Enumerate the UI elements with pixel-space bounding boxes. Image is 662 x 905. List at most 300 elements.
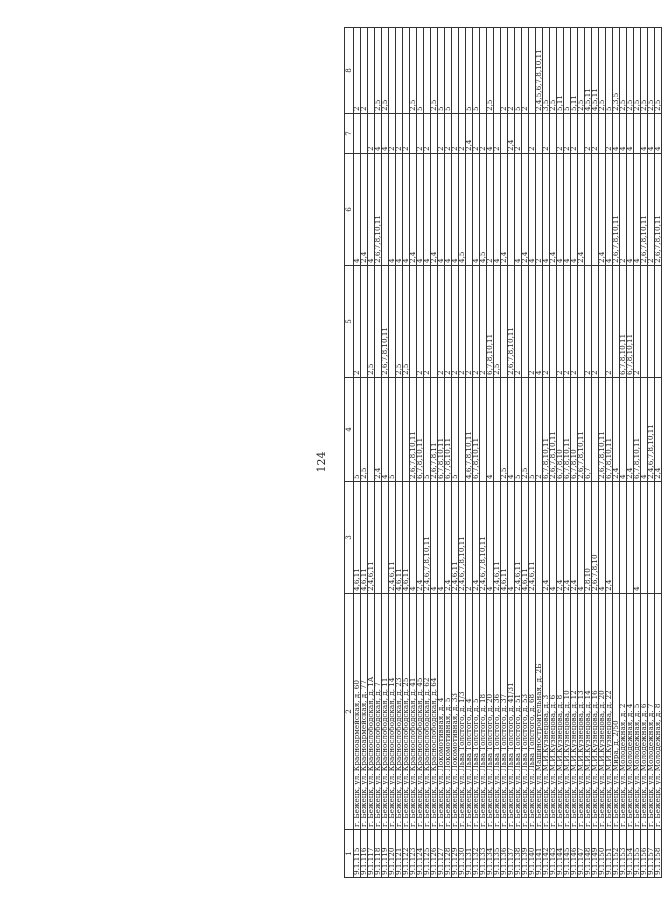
table-cell: 4 [424, 154, 431, 266]
table-cell: 2,5 [599, 28, 606, 114]
table-cell: 9.1.136 [501, 830, 508, 878]
table-cell: 9.1.138 [515, 830, 522, 878]
table-cell: 2 [445, 266, 452, 378]
table-cell: 4,6,11 [403, 482, 410, 594]
table-cell: 4 [473, 154, 480, 266]
table-cell: 4 [389, 154, 396, 266]
table-cell: 4 [550, 482, 557, 594]
table-cell [480, 378, 487, 482]
table-cell: 2,4,6,11 [515, 482, 522, 594]
table-cell [648, 266, 655, 378]
column-header: 8 [345, 28, 354, 114]
table-cell: 6,7,8,10,11 [627, 266, 634, 378]
table-cell: 2,5 [361, 378, 368, 482]
table-cell: 4 [606, 154, 613, 266]
table-cell: 2 [459, 266, 466, 378]
table-cell: 2,5 [410, 28, 417, 114]
table-cell: 6,7,8,10,11 [620, 266, 627, 378]
table-cell: г. Бежецк, ул. Льва Толстого, д. 68 [529, 594, 536, 830]
table-cell: 6,7,8,10 [557, 378, 564, 482]
table-cell: 4 [557, 154, 564, 266]
table-cell: 2 [543, 266, 550, 378]
table-cell: 4 [648, 114, 655, 154]
table-cell: 2,4 [627, 378, 634, 482]
table-cell [613, 482, 620, 594]
table-cell: 2 [452, 114, 459, 154]
table-cell: 9.1.140 [529, 830, 536, 878]
table-cell [522, 266, 529, 378]
table-cell [431, 266, 438, 378]
column-header: 1 [345, 830, 354, 878]
table-cell: 4 [641, 378, 648, 482]
table-cell: 2,6,7,8,10,11 [578, 378, 585, 482]
table-cell: 9.1.158 [655, 830, 662, 878]
table-cell: 2 [571, 114, 578, 154]
table-cell: 2 [417, 114, 424, 154]
table-cell: 3,5 [543, 28, 550, 114]
table-cell [599, 266, 606, 378]
table-cell: 9.1.127 [438, 830, 445, 878]
table-cell: 4,5 [459, 154, 466, 266]
table-cell: 2,4 [473, 482, 480, 594]
table-cell: 6,7,8,10,11 [543, 378, 550, 482]
table-cell [641, 266, 648, 378]
table-cell: г. Бежецк, ул. М.И.Кузнецова, д. 8 [557, 594, 564, 830]
table-cell: 6,7,8,10,11 [417, 378, 424, 482]
table-cell: 4 [452, 154, 459, 266]
table-cell: 4 [487, 482, 494, 594]
table-cell: 4 [438, 482, 445, 594]
table-cell: 2,5 [501, 378, 508, 482]
table-cell: 2 [438, 114, 445, 154]
column-header: 2 [345, 594, 354, 830]
column-header: 6 [345, 154, 354, 266]
table-cell: 6,7,8,10,11 [606, 378, 613, 482]
table-cell: 2,4 [550, 154, 557, 266]
table-cell: 2,4 [578, 154, 585, 266]
table-cell: 6,7,8,10,11 [445, 378, 452, 482]
table-cell: 2,5 [641, 28, 648, 114]
table-cell: 2 [515, 266, 522, 378]
table-cell: 2 [634, 266, 641, 378]
column-header: 4 [345, 378, 354, 482]
table-cell: 2 [529, 114, 536, 154]
table-cell: г. Бежецк, ул. Льва Толстого, д. 5 [473, 594, 480, 830]
table-cell: г. Бежецк, ул. М.И.Кузнецова, д. 6 [550, 594, 557, 830]
table-cell [382, 154, 389, 266]
table-cell: 6,7,8,10,11 [473, 378, 480, 482]
table-cell: 9.1.129 [452, 830, 459, 878]
table-cell: 4 [438, 154, 445, 266]
table-cell: 2,5 [487, 28, 494, 114]
table-cell: 2 [368, 114, 375, 154]
table-cell: 2,4 [543, 482, 550, 594]
table-cell: 6,7 [585, 378, 592, 482]
table-cell: 2,4 [417, 482, 424, 594]
table-cell: 2 [389, 114, 396, 154]
table-cell: 2,4 [557, 482, 564, 594]
table-cell: 5 [445, 28, 452, 114]
table-cell: 2 [473, 266, 480, 378]
table-cell: 4 [445, 154, 452, 266]
table-cell: 5 [473, 28, 480, 114]
table-cell: 2,5 [648, 28, 655, 114]
table-cell: 9.1.149 [592, 830, 599, 878]
table-cell: 4 [536, 266, 543, 378]
table-cell: 9.1.125 [424, 830, 431, 878]
table-cell: г. Бежецк, ул. Мира, д. 2/50 [613, 594, 620, 830]
table-cell: 4,6,11 [354, 482, 361, 594]
table-cell: 9.1.146 [571, 830, 578, 878]
table-cell: 4,6,11 [501, 482, 508, 594]
table-cell: 2 [480, 266, 487, 378]
table-cell: 2,4 [599, 154, 606, 266]
table-cell: г. Бежецк, ул. Льва Толстого, д. 18 [480, 594, 487, 830]
table-cell [627, 482, 634, 594]
table-cell: 2,5 [578, 28, 585, 114]
table-cell: 9.1.137 [508, 830, 515, 878]
table-cell: 9.1.153 [620, 830, 627, 878]
table-cell: 2 [445, 114, 452, 154]
table-cell: 4 [508, 482, 515, 594]
table-cell: 2,4 [613, 378, 620, 482]
table-cell: г. Бежецк, ул. Льва Толстого, д. 4 [466, 594, 473, 830]
table-cell: 2 [466, 266, 473, 378]
table-cell: г. Бежецк, ул. Молодежная, д. 5 [634, 594, 641, 830]
table-cell: г. Бежецк, ул. Льва Толстого, д. 37 [501, 594, 508, 830]
table-cell: 2 [438, 266, 445, 378]
table-cell: 2 [536, 378, 543, 482]
table-cell: 2,5 [634, 28, 641, 114]
table-cell: 2,6,7,8,10,11 [508, 266, 515, 378]
table-cell [585, 154, 592, 266]
table-cell: г. Бежецк, ул. Молодежная, д. 6 [641, 594, 648, 830]
table-cell: 2 [606, 266, 613, 378]
table-cell: 4 [564, 154, 571, 266]
table-cell: 4 [368, 154, 375, 266]
table-cell: г. Бежецк, ул. М.И.Кузнецова, д. 14 [585, 594, 592, 830]
table-cell: г. Бежецк, ул. Краснослободская, д. 45 [417, 594, 424, 830]
table-cell: 2,6,7,8,10,11 [613, 154, 620, 266]
table-cell: 2 [396, 114, 403, 154]
table-cell [459, 28, 466, 114]
table-cell: 2,4 [522, 154, 529, 266]
table-cell: 2 [606, 114, 613, 154]
table-cell: 9.1.142 [543, 830, 550, 878]
table-cell: 2 [424, 114, 431, 154]
table-cell [389, 266, 396, 378]
table-cell: 2,4,6,7,8,10,11 [648, 378, 655, 482]
table-cell: 5 [389, 378, 396, 482]
table-cell: 2,6,7,8,10,11 [655, 154, 662, 266]
column-header: 7 [345, 114, 354, 154]
table-cell: 4 [620, 114, 627, 154]
table-cell: 9.1.116 [361, 830, 368, 878]
table-cell: 2,5 [375, 28, 382, 114]
table-cell: 4 [641, 114, 648, 154]
table-cell: 5 [438, 28, 445, 114]
table-cell: 2 [452, 266, 459, 378]
table-cell: 2,5 [431, 28, 438, 114]
table-cell: г. Бежецк, ул. Локомотивная, д. 5 [445, 594, 452, 830]
table-cell: 2,4,6,11 [389, 482, 396, 594]
table-cell: 4 [487, 378, 494, 482]
table-cell: 2,6,7,8,10,11 [599, 378, 606, 482]
table-cell: 9.1.145 [564, 830, 571, 878]
table-cell: 2,4,5,6,7,8,10,11 [536, 28, 543, 114]
table-cell: 5 [354, 378, 361, 482]
table-cell: 2,6,7,8,10,11 [550, 378, 557, 482]
table-cell [655, 482, 662, 594]
table-cell: 2,6,7,8,10,11 [382, 266, 389, 378]
table-cell: 9.1.143 [550, 830, 557, 878]
table-cell: 9.1.121 [396, 830, 403, 878]
table-cell [550, 266, 557, 378]
table-cell: 2,5 [655, 28, 662, 114]
table-cell: г. Бежецк, ул. Льва Толстого, д. 41/31 [508, 594, 515, 830]
table-cell [641, 482, 648, 594]
table-cell: г. Бежецк, ул. Машиностроительная, д. 2Б [536, 594, 543, 830]
table-cell: г. Бежецк, ул. Молодежная, д. 8 [655, 594, 662, 830]
table-cell [389, 28, 396, 114]
table-cell: г. Бежецк, ул. Краснослободская, д. 25 [403, 594, 410, 830]
table-cell: 2,5 [403, 266, 410, 378]
table-cell: 2,4 [431, 154, 438, 266]
table-cell: 4 [599, 482, 606, 594]
table-cell: г. Бежецк, ул. Молодежная, д. 7 [648, 594, 655, 830]
table-cell: 9.1.132 [473, 830, 480, 878]
table-cell: 9.1.139 [522, 830, 529, 878]
table-cell: 4 [634, 482, 641, 594]
table-cell: 2 [494, 114, 501, 154]
table-cell: 9.1.134 [487, 830, 494, 878]
table-cell: 9.1.156 [641, 830, 648, 878]
table-cell: г. Бежецк, ул. Краснослободская, д. 62 [424, 594, 431, 830]
table-cell: 2,5 [368, 266, 375, 378]
table-cell: 9.1.157 [648, 830, 655, 878]
table-cell: 2,4 [501, 154, 508, 266]
table-cell: 2 [417, 266, 424, 378]
table-cell: 2,4,6,11 [529, 482, 536, 594]
table-cell: 9.1.154 [627, 830, 634, 878]
table-cell: 4,5,11 [592, 28, 599, 114]
table-cell: 4 [431, 482, 438, 594]
table-cell: 2 [585, 114, 592, 154]
table-cell: г. Бежецк, ул. Льва Толстого, д. 1/3 [459, 594, 466, 830]
table-cell: 9.1.155 [634, 830, 641, 878]
table-cell [410, 266, 417, 378]
table-cell: 2 [564, 114, 571, 154]
table-cell: 2,4 [564, 482, 571, 594]
table-cell: 5 [564, 28, 571, 114]
table-cell: 4 [515, 154, 522, 266]
table-cell [368, 378, 375, 482]
table-cell: 6,7,8,10,11 [487, 266, 494, 378]
table-cell: 4 [634, 154, 641, 266]
table-cell: 5 [417, 28, 424, 114]
column-header: 3 [345, 482, 354, 594]
table-cell: 4 [494, 154, 501, 266]
table-cell: 2,4,6,7,8,10,11 [424, 482, 431, 594]
table-cell: 4,6,11 [522, 482, 529, 594]
table-cell: 2,4,6,7,8,10,11 [480, 482, 487, 594]
table-cell [508, 154, 515, 266]
table-cell: 9.1.124 [417, 830, 424, 878]
table-cell: 2,6,7,8,10,11 [641, 154, 648, 266]
table-cell: г. Бежецк, ул. Красноармейская, д. 77 [361, 594, 368, 830]
table-cell: г. Бежецк, ул. М.И.Кузнецова, д. 13 [578, 594, 585, 830]
table-cell [494, 28, 501, 114]
table-cell [375, 482, 382, 594]
rotated-table-container [344, 28, 662, 878]
column-header: 5 [345, 266, 354, 378]
table-cell: 2 [354, 28, 361, 114]
table-cell: 5 [466, 28, 473, 114]
table-cell: 2,5 [550, 28, 557, 114]
table-cell: 4 [417, 154, 424, 266]
table-cell: 2,4 [571, 482, 578, 594]
table-cell: 2,6,7,8,10,11 [375, 154, 382, 266]
table-cell: 5,11 [557, 28, 564, 114]
table-cell: 2,4 [375, 378, 382, 482]
table-cell: 9.1.148 [585, 830, 592, 878]
table-cell: 2 [466, 482, 473, 594]
table-cell: г. Бежецк, ул. Льва Толстого, д. 51 [515, 594, 522, 830]
table-cell: 4 [487, 114, 494, 154]
table-cell: г. Бежецк, ул. Льва Толстого, д. 20 [487, 594, 494, 830]
table-cell: 2,4,6,11 [452, 482, 459, 594]
table-cell: г. Бежецк, ул. Краснослободская, д. 14 [389, 594, 396, 830]
table-cell: 9.1.144 [557, 830, 564, 878]
table-cell: 9.1.126 [431, 830, 438, 878]
table-cell: 2,4,6,11 [494, 482, 501, 594]
table-cell: 9.1.117 [368, 830, 375, 878]
table-cell: 9.1.128 [445, 830, 452, 878]
table-cell: г. Бежецк, ул. М.И.Кузнецова, д. 12 [571, 594, 578, 830]
table-cell: 2,5 [627, 28, 634, 114]
table-cell: 9.1.151 [606, 830, 613, 878]
table-cell: 4 [620, 378, 627, 482]
table-cell: 4,6,11 [361, 482, 368, 594]
table-cell: г. Бежецк, ул. Краснослободская, д. 7 [375, 594, 382, 830]
table-cell: 5 [515, 378, 522, 482]
table-cell: г. Бежецк, ул. Молодежная, д. 2 [620, 594, 627, 830]
table-cell: г. Бежецк, ул. Красноармейская, д. 60 [354, 594, 361, 830]
table-cell: 4 [543, 154, 550, 266]
data-table [344, 27, 662, 878]
table-cell: г. Бежецк, ул. Краснослободская, д. 64 [431, 594, 438, 830]
table-cell [466, 154, 473, 266]
table-cell: г. Бежецк, ул. Краснослободская, д. 11 [382, 594, 389, 830]
table-cell: г. Бежецк, ул. Краснослободская, д. 1А [368, 594, 375, 830]
table-cell: 2,8,10 [585, 482, 592, 594]
table-cell: 2 [571, 266, 578, 378]
table-cell: 5 [529, 378, 536, 482]
table-cell: 9.1.130 [459, 830, 466, 878]
table-cell: 2,5 [396, 266, 403, 378]
table-cell: 9.1.150 [599, 830, 606, 878]
table-cell: 6,7,8,10 [571, 378, 578, 482]
table-cell: 4 [382, 378, 389, 482]
table-cell: г. Бежецк, ул. Льва Толстого, д. 36 [494, 594, 501, 830]
table-cell: 9.1.147 [578, 830, 585, 878]
table-cell: 4 [396, 154, 403, 266]
table-cell: 2,6,7,8,11 [431, 378, 438, 482]
table-cell [620, 482, 627, 594]
table-cell: 2 [557, 114, 564, 154]
table-cell [361, 266, 368, 378]
table-cell: 9.1.122 [403, 830, 410, 878]
table-cell: 2 [459, 114, 466, 154]
table-cell: 9.1.131 [466, 830, 473, 878]
table-cell: 2,4,6,11 [368, 482, 375, 594]
table-cell: 9.1.135 [494, 830, 501, 878]
table-cell: 2,5 [620, 28, 627, 114]
table-cell: 2 [508, 28, 515, 114]
table-cell: 4 [571, 154, 578, 266]
table-cell: 2,6,7,8,10 [592, 482, 599, 594]
table-cell: г. Бежецк, ул. Молодежная, д. 4 [627, 594, 634, 830]
table-cell: 2 [620, 154, 627, 266]
table-cell: 2 [480, 114, 487, 154]
table-cell: 2 [354, 266, 361, 378]
table-cell: 4 [382, 114, 389, 154]
table-cell: 5,11 [571, 28, 578, 114]
table-cell: г. Бежецк, ул. Краснослободская, д. 41 [410, 594, 417, 830]
table-cell: 5 [606, 28, 613, 114]
table-cell: г. Бежецк, ул. М.И.Кузнецова, д. 3 [543, 594, 550, 830]
table-cell: 4 [354, 154, 361, 266]
table-cell: 2 [473, 114, 480, 154]
table-cell: 2,5 [494, 266, 501, 378]
table-cell [578, 266, 585, 378]
table-cell: г. Бежецк, ул. М.И.Кузнецова, д. 20 [599, 594, 606, 830]
table-cell: г. Бежецк, ул. М.И.Кузнецова, д. 16 [592, 594, 599, 830]
table-cell: 2,5 [382, 28, 389, 114]
table-cell: 9.1.141 [536, 830, 543, 878]
table-cell [396, 28, 403, 114]
table-cell: г. Бежецк, ул. М.И.Кузнецова, д. 22 [606, 594, 613, 830]
table-cell: 4 [529, 154, 536, 266]
table-cell: г. Бежецк, ул. Краснослободская, д. 23 [396, 594, 403, 830]
table-cell: 6,7,8,10,11 [564, 378, 571, 482]
table-cell: 4 [578, 482, 585, 594]
table-cell [494, 378, 501, 482]
table-cell: 2 [501, 28, 508, 114]
table-cell: г. Бежецк, ул. Локомотивная, д. 4 [438, 594, 445, 830]
table-cell: 4,6,7,8,10,11 [466, 378, 473, 482]
table-cell [536, 482, 543, 594]
table-cell: 2,5 [522, 378, 529, 482]
table-cell: 2,4 [508, 114, 515, 154]
table-cell: 2,4 [410, 154, 417, 266]
table-cell: 6,7,8,10,11 [438, 378, 445, 482]
table-cell: 9.1.123 [410, 830, 417, 878]
table-cell [648, 482, 655, 594]
table-cell: 2,4 [466, 114, 473, 154]
table-cell: 2,4 [361, 154, 368, 266]
table-cell [592, 154, 599, 266]
table-cell [452, 28, 459, 114]
table-cell: 2 [529, 266, 536, 378]
table-cell: 4,5,11 [585, 28, 592, 114]
table-row [655, 28, 662, 878]
table-cell [655, 266, 662, 378]
table-cell [354, 114, 361, 154]
table-cell: 9.1.118 [375, 830, 382, 878]
table-cell: 2,6,7,8,10,11 [410, 378, 417, 482]
table-cell: 2 [557, 266, 564, 378]
